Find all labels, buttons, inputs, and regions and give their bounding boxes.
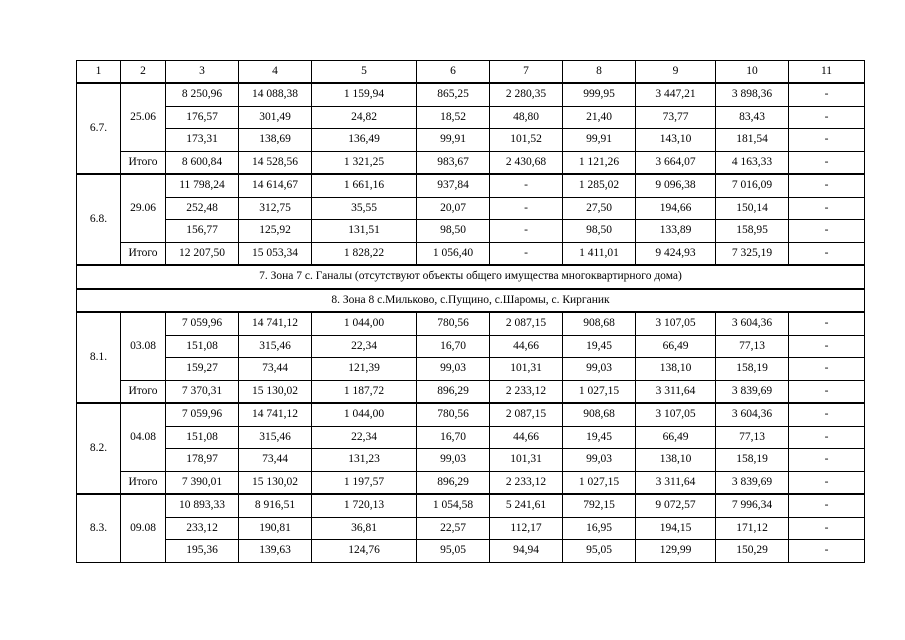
total-label: Итого <box>121 471 166 494</box>
value-cell: 22,34 <box>312 426 417 449</box>
value-cell: 2 233,12 <box>490 471 563 494</box>
table-row <box>77 151 865 174</box>
value-cell: 44,66 <box>490 335 563 358</box>
value-cell: 3 839,69 <box>716 380 789 403</box>
date-cell: 03.08 <box>121 312 166 380</box>
value-cell: 4 163,33 <box>716 151 789 174</box>
table-row <box>77 335 865 358</box>
value-cell: 3 107,05 <box>636 312 716 335</box>
value-cell: 66,49 <box>636 426 716 449</box>
value-cell: 99,91 <box>563 129 636 152</box>
value-cell: 190,81 <box>239 517 312 540</box>
value-cell: 159,27 <box>166 358 239 381</box>
column-header: 2 <box>121 61 166 84</box>
value-cell: - <box>789 106 865 129</box>
value-cell: 8 250,96 <box>166 83 239 106</box>
table-row <box>77 174 865 197</box>
value-cell: - <box>789 471 865 494</box>
value-cell: 95,05 <box>563 540 636 563</box>
value-cell: 18,52 <box>417 106 490 129</box>
value-cell: 1 044,00 <box>312 312 417 335</box>
value-cell: 16,70 <box>417 335 490 358</box>
value-cell: 138,10 <box>636 449 716 472</box>
value-cell: 3 898,36 <box>716 83 789 106</box>
column-header: 11 <box>789 61 865 84</box>
header-row <box>77 61 865 84</box>
table-row <box>77 403 865 426</box>
total-label: Итого <box>121 151 166 174</box>
value-cell: - <box>789 242 865 265</box>
value-cell: 73,44 <box>239 358 312 381</box>
value-cell: 15 130,02 <box>239 471 312 494</box>
value-cell: 3 311,64 <box>636 471 716 494</box>
value-cell: 176,57 <box>166 106 239 129</box>
value-cell: 156,77 <box>166 220 239 243</box>
value-cell: 158,19 <box>716 449 789 472</box>
value-cell: 66,49 <box>636 335 716 358</box>
value-cell: - <box>490 174 563 197</box>
value-cell: 2 280,35 <box>490 83 563 106</box>
value-cell: 73,44 <box>239 449 312 472</box>
value-cell: - <box>789 312 865 335</box>
value-cell: 158,19 <box>716 358 789 381</box>
value-cell: 7 370,31 <box>166 380 239 403</box>
table-row <box>77 106 865 129</box>
value-cell: - <box>789 517 865 540</box>
value-cell: 3 107,05 <box>636 403 716 426</box>
value-cell: 1 285,02 <box>563 174 636 197</box>
table-row <box>77 471 865 494</box>
value-cell: 24,82 <box>312 106 417 129</box>
value-cell: 2 087,15 <box>490 403 563 426</box>
value-cell: - <box>789 83 865 106</box>
value-cell: 3 839,69 <box>716 471 789 494</box>
value-cell: 171,12 <box>716 517 789 540</box>
value-cell: 7 325,19 <box>716 242 789 265</box>
total-label: Итого <box>121 242 166 265</box>
value-cell: 158,95 <box>716 220 789 243</box>
value-cell: 99,03 <box>563 449 636 472</box>
value-cell: 124,76 <box>312 540 417 563</box>
total-label: Итого <box>121 380 166 403</box>
value-cell: 194,15 <box>636 517 716 540</box>
value-cell: 112,17 <box>490 517 563 540</box>
item-code: 6.7. <box>77 83 121 174</box>
value-cell: 1 054,58 <box>417 494 490 517</box>
value-cell: 99,03 <box>417 449 490 472</box>
value-cell: 16,70 <box>417 426 490 449</box>
table-body <box>77 61 865 563</box>
value-cell: 1 197,57 <box>312 471 417 494</box>
zone-title: 8. Зона 8 с.Мильково, с.Пущино, с.Шаромы, с. Кирганик <box>77 289 865 313</box>
date-cell: 09.08 <box>121 494 166 562</box>
value-cell: 22,57 <box>417 517 490 540</box>
value-cell: 131,51 <box>312 220 417 243</box>
value-cell: 1 321,25 <box>312 151 417 174</box>
value-cell: - <box>789 151 865 174</box>
value-cell: 7 996,34 <box>716 494 789 517</box>
value-cell: 2 430,68 <box>490 151 563 174</box>
value-cell: 101,52 <box>490 129 563 152</box>
value-cell: 15 130,02 <box>239 380 312 403</box>
value-cell: 136,49 <box>312 129 417 152</box>
column-header: 8 <box>563 61 636 84</box>
value-cell: - <box>789 540 865 563</box>
value-cell: 16,95 <box>563 517 636 540</box>
value-cell: 9 424,93 <box>636 242 716 265</box>
value-cell: 865,25 <box>417 83 490 106</box>
value-cell: 1 044,00 <box>312 403 417 426</box>
value-cell: 14 088,38 <box>239 83 312 106</box>
value-cell: 22,34 <box>312 335 417 358</box>
value-cell: - <box>789 129 865 152</box>
value-cell: 252,48 <box>166 197 239 220</box>
value-cell: 36,81 <box>312 517 417 540</box>
value-cell: 315,46 <box>239 426 312 449</box>
value-cell: 2 233,12 <box>490 380 563 403</box>
value-cell: 1 027,15 <box>563 380 636 403</box>
table-row <box>77 494 865 517</box>
value-cell: 20,07 <box>417 197 490 220</box>
value-cell: 98,50 <box>563 220 636 243</box>
value-cell: 19,45 <box>563 426 636 449</box>
item-code: 8.1. <box>77 312 121 403</box>
tariff-table <box>76 60 865 563</box>
column-header: 4 <box>239 61 312 84</box>
value-cell: 21,40 <box>563 106 636 129</box>
value-cell: 7 059,96 <box>166 403 239 426</box>
table-row <box>77 129 865 152</box>
value-cell: - <box>490 197 563 220</box>
value-cell: - <box>789 335 865 358</box>
value-cell: 151,08 <box>166 335 239 358</box>
value-cell: 150,29 <box>716 540 789 563</box>
value-cell: 7 390,01 <box>166 471 239 494</box>
value-cell: 10 893,33 <box>166 494 239 517</box>
table-row <box>77 449 865 472</box>
value-cell: - <box>789 403 865 426</box>
value-cell: 233,12 <box>166 517 239 540</box>
column-header: 1 <box>77 61 121 84</box>
value-cell: - <box>789 449 865 472</box>
value-cell: 151,08 <box>166 426 239 449</box>
value-cell: 1 027,15 <box>563 471 636 494</box>
value-cell: 44,66 <box>490 426 563 449</box>
value-cell: 5 241,61 <box>490 494 563 517</box>
item-code: 8.3. <box>77 494 121 562</box>
value-cell: - <box>789 174 865 197</box>
value-cell: 8 916,51 <box>239 494 312 517</box>
value-cell: 9 096,38 <box>636 174 716 197</box>
column-header: 6 <box>417 61 490 84</box>
value-cell: 908,68 <box>563 403 636 426</box>
value-cell: 3 664,07 <box>636 151 716 174</box>
table-row <box>77 426 865 449</box>
value-cell: 99,03 <box>417 358 490 381</box>
column-header: 7 <box>490 61 563 84</box>
value-cell: 792,15 <box>563 494 636 517</box>
zone-row <box>77 265 865 289</box>
column-header: 9 <box>636 61 716 84</box>
value-cell: 35,55 <box>312 197 417 220</box>
value-cell: 195,36 <box>166 540 239 563</box>
value-cell: 780,56 <box>417 403 490 426</box>
value-cell: 9 072,57 <box>636 494 716 517</box>
item-code: 6.8. <box>77 174 121 265</box>
value-cell: 131,23 <box>312 449 417 472</box>
value-cell: 7 016,09 <box>716 174 789 197</box>
value-cell: 1 828,22 <box>312 242 417 265</box>
value-cell: 14 741,12 <box>239 403 312 426</box>
value-cell: 73,77 <box>636 106 716 129</box>
value-cell: 15 053,34 <box>239 242 312 265</box>
value-cell: 143,10 <box>636 129 716 152</box>
item-code: 8.2. <box>77 403 121 494</box>
value-cell: - <box>789 380 865 403</box>
value-cell: 121,39 <box>312 358 417 381</box>
value-cell: 138,69 <box>239 129 312 152</box>
value-cell: 11 798,24 <box>166 174 239 197</box>
value-cell: 178,97 <box>166 449 239 472</box>
value-cell: 2 087,15 <box>490 312 563 335</box>
value-cell: - <box>490 242 563 265</box>
value-cell: 173,31 <box>166 129 239 152</box>
table-row <box>77 242 865 265</box>
value-cell: 3 604,36 <box>716 403 789 426</box>
table-row <box>77 197 865 220</box>
value-cell: 95,05 <box>417 540 490 563</box>
table-row <box>77 312 865 335</box>
value-cell: 181,54 <box>716 129 789 152</box>
column-header: 5 <box>312 61 417 84</box>
value-cell: 7 059,96 <box>166 312 239 335</box>
value-cell: 125,92 <box>239 220 312 243</box>
table-row <box>77 517 865 540</box>
value-cell: - <box>789 426 865 449</box>
table-row <box>77 540 865 563</box>
value-cell: - <box>789 197 865 220</box>
value-cell: 139,63 <box>239 540 312 563</box>
value-cell: 780,56 <box>417 312 490 335</box>
value-cell: 937,84 <box>417 174 490 197</box>
value-cell: - <box>789 494 865 517</box>
value-cell: 315,46 <box>239 335 312 358</box>
value-cell: 14 528,56 <box>239 151 312 174</box>
value-cell: 150,14 <box>716 197 789 220</box>
table-row <box>77 380 865 403</box>
value-cell: 138,10 <box>636 358 716 381</box>
value-cell: 1 187,72 <box>312 380 417 403</box>
value-cell: 896,29 <box>417 471 490 494</box>
value-cell: 27,50 <box>563 197 636 220</box>
value-cell: 3 311,64 <box>636 380 716 403</box>
value-cell: 194,66 <box>636 197 716 220</box>
value-cell: 908,68 <box>563 312 636 335</box>
value-cell: 99,03 <box>563 358 636 381</box>
column-header: 10 <box>716 61 789 84</box>
value-cell: 3 447,21 <box>636 83 716 106</box>
table-row <box>77 83 865 106</box>
table-row <box>77 220 865 243</box>
value-cell: 48,80 <box>490 106 563 129</box>
value-cell: 14 741,12 <box>239 312 312 335</box>
date-cell: 25.06 <box>121 83 166 151</box>
value-cell: 77,13 <box>716 335 789 358</box>
value-cell: 1 056,40 <box>417 242 490 265</box>
value-cell: 99,91 <box>417 129 490 152</box>
value-cell: - <box>789 220 865 243</box>
value-cell: 98,50 <box>417 220 490 243</box>
value-cell: 983,67 <box>417 151 490 174</box>
value-cell: 8 600,84 <box>166 151 239 174</box>
table-row <box>77 358 865 381</box>
value-cell: 129,99 <box>636 540 716 563</box>
value-cell: 83,43 <box>716 106 789 129</box>
value-cell: 19,45 <box>563 335 636 358</box>
value-cell: - <box>789 358 865 381</box>
zone-title: 7. Зона 7 с. Ганалы (отсутствуют объекты общего имущества многоквартирного дома) <box>77 265 865 289</box>
value-cell: 312,75 <box>239 197 312 220</box>
value-cell: 133,89 <box>636 220 716 243</box>
date-cell: 04.08 <box>121 403 166 471</box>
column-header: 3 <box>166 61 239 84</box>
value-cell: 1 121,26 <box>563 151 636 174</box>
value-cell: 101,31 <box>490 449 563 472</box>
zone-row <box>77 289 865 313</box>
value-cell: 77,13 <box>716 426 789 449</box>
value-cell: 1 159,94 <box>312 83 417 106</box>
value-cell: 101,31 <box>490 358 563 381</box>
value-cell: 1 720,13 <box>312 494 417 517</box>
value-cell: 301,49 <box>239 106 312 129</box>
date-cell: 29.06 <box>121 174 166 242</box>
value-cell: 896,29 <box>417 380 490 403</box>
value-cell: 94,94 <box>490 540 563 563</box>
value-cell: 1 411,01 <box>563 242 636 265</box>
value-cell: 14 614,67 <box>239 174 312 197</box>
value-cell: 3 604,36 <box>716 312 789 335</box>
value-cell: - <box>490 220 563 243</box>
value-cell: 1 661,16 <box>312 174 417 197</box>
value-cell: 12 207,50 <box>166 242 239 265</box>
value-cell: 999,95 <box>563 83 636 106</box>
